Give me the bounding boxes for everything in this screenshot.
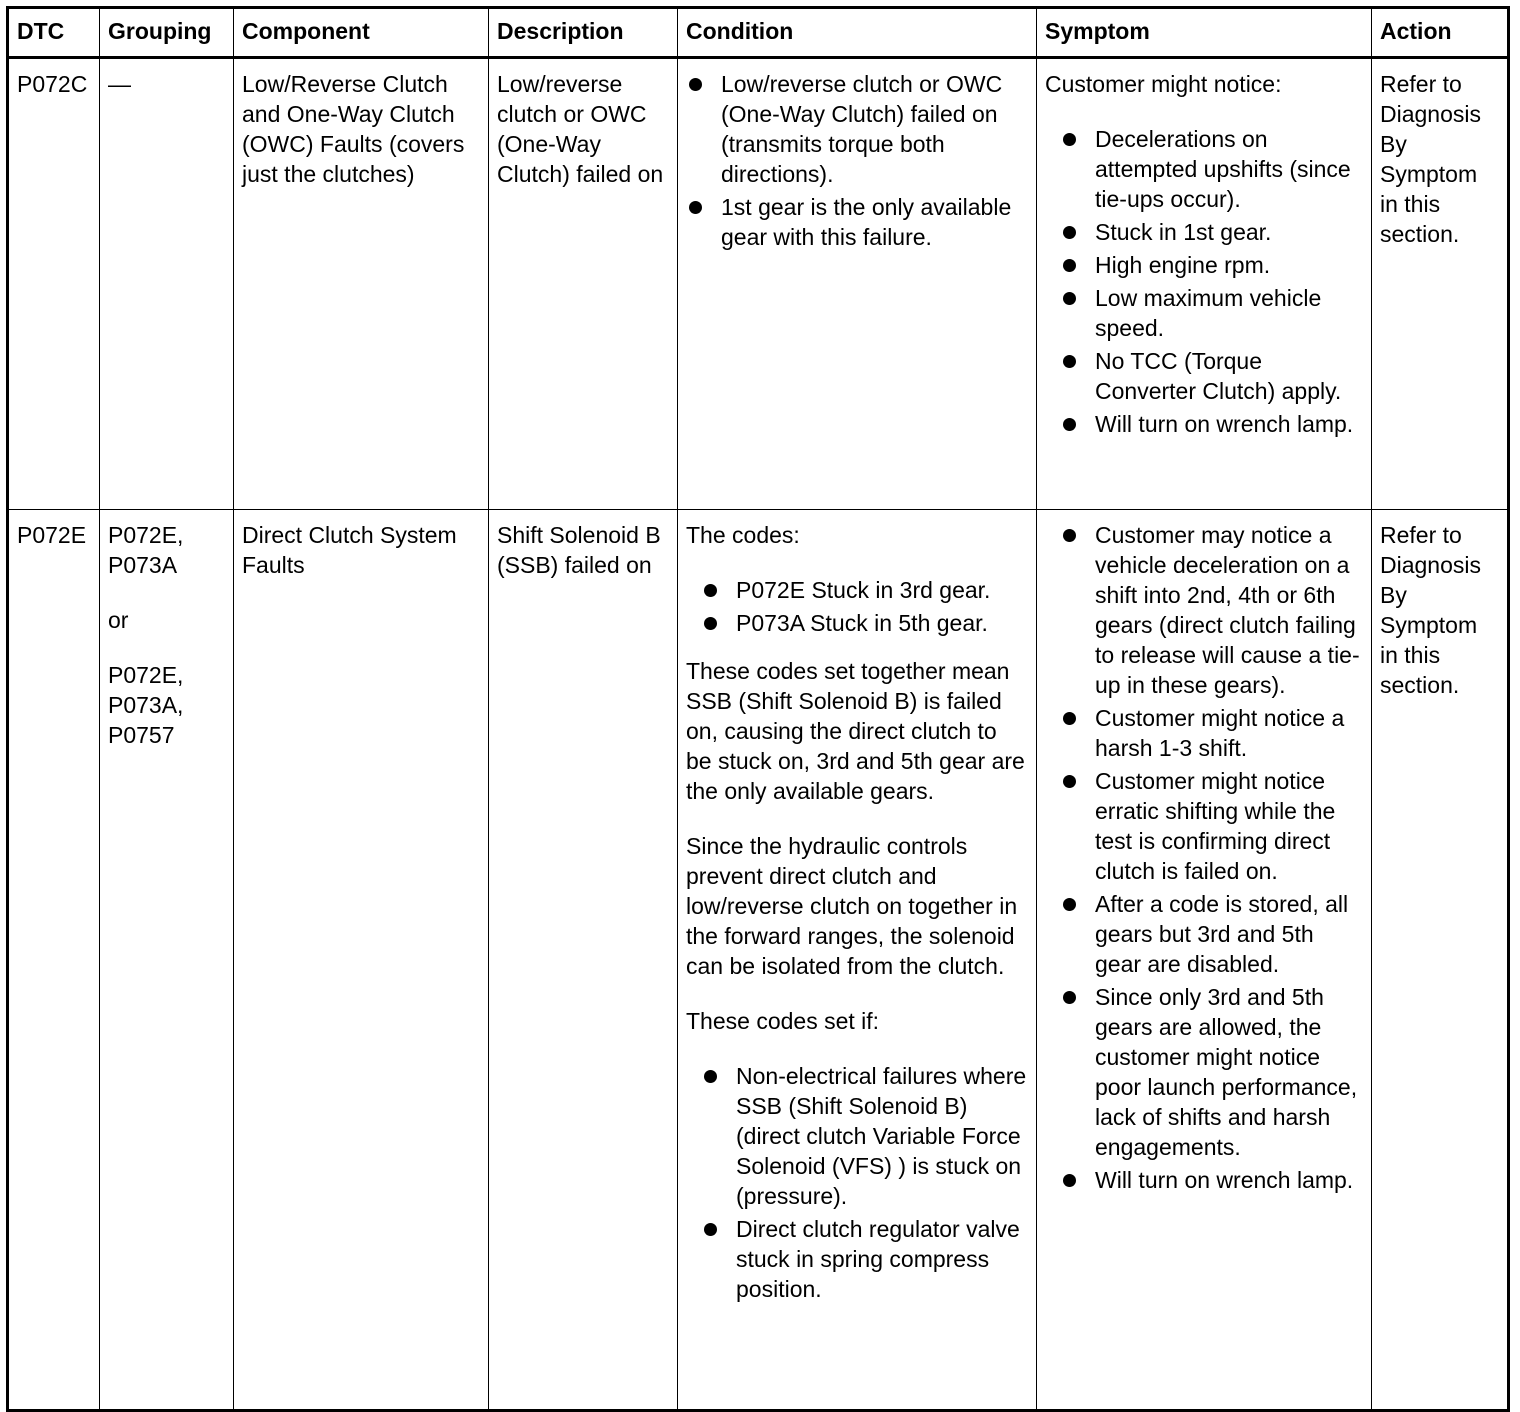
list-item: No TCC (Torque Converter Clutch) apply. (1060, 346, 1363, 406)
cell-condition (678, 510, 1037, 1411)
symptom-list (1060, 124, 1363, 439)
dtc-table (6, 6, 1510, 1412)
list-item: Customer might notice a harsh 1-3 shift. (1060, 703, 1363, 763)
cell-condition (678, 58, 1037, 510)
cell-component: Low/Reverse Clutch and One-Way Clutch (OWC) Faults (covers just the clutches) (234, 58, 489, 510)
condition-list (701, 1061, 1028, 1304)
list-item: P072E Stuck in 3rd gear. (701, 575, 1028, 605)
symptom-list (1060, 520, 1363, 1195)
header-action: Action (1372, 8, 1509, 58)
condition-codes-list (701, 575, 1028, 638)
grouping-text: — (108, 71, 131, 97)
header-row (8, 8, 1509, 58)
table-row (8, 58, 1509, 510)
cell-component: Direct Clutch System Faults (234, 510, 489, 1411)
header-symptom: Symptom (1037, 8, 1372, 58)
list-item: Since only 3rd and 5th gears are allowed, the customer might notice poor launch performance, lack of shifts and harsh engagements. (1060, 982, 1363, 1162)
header-grouping: Grouping (100, 8, 234, 58)
cell-symptom (1037, 58, 1372, 510)
condition-intro: The codes: (686, 522, 800, 548)
list-item: Customer might notice erratic shifting while the test is confirming direct clutch is failed on. (1060, 766, 1363, 886)
cell-grouping (100, 58, 234, 510)
condition-list (686, 69, 1028, 252)
cell-grouping (100, 510, 234, 1411)
header-description: Description (489, 8, 678, 58)
list-item: Decelerations on attempted upshifts (since tie-ups occur). (1060, 124, 1363, 214)
cell-description: Shift Solenoid B (SSB) failed on (489, 510, 678, 1411)
header-component: Component (234, 8, 489, 58)
list-item: Customer may notice a vehicle deceleration on a shift into 2nd, 4th or 6th gears (direct clutch failing to release will cause a tie-up in these gears). (1060, 520, 1363, 700)
table-row (8, 510, 1509, 1411)
list-item: Stuck in 1st gear. (1060, 217, 1363, 247)
list-item: P073A Stuck in 5th gear. (701, 608, 1028, 638)
list-item: Non-electrical failures where SSB (Shift Solenoid B) (direct clutch Variable Force Solenoid (VFS) ) is stuck on (pressure). (701, 1061, 1028, 1211)
grouping-codes: P072E, P073A (108, 522, 184, 578)
cell-symptom (1037, 510, 1372, 1411)
grouping-codes: P072E, P073A, P0757 (108, 662, 184, 748)
list-item: Will turn on wrench lamp. (1060, 1165, 1363, 1195)
grouping-or: or (108, 607, 129, 633)
cell-dtc: P072C (8, 58, 100, 510)
list-item: Will turn on wrench lamp. (1060, 409, 1363, 439)
list-item: Low maximum vehicle speed. (1060, 283, 1363, 343)
dtc-table-container (6, 6, 1510, 1412)
list-item: Low/reverse clutch or OWC (One-Way Clutch) failed on (transmits torque both directions). (686, 69, 1028, 189)
header-dtc: DTC (8, 8, 100, 58)
condition-paragraph: These codes set if: (686, 1008, 880, 1034)
cell-action: Refer to Diagnosis By Symptom in this section. (1372, 58, 1509, 510)
list-item: High engine rpm. (1060, 250, 1363, 280)
condition-paragraph: These codes set together mean SSB (Shift Solenoid B) is failed on, causing the direct clutch to be stuck on, 3rd and 5th gear are the only available gears. (686, 658, 1025, 804)
cell-dtc: P072E (8, 510, 100, 1411)
header-condition: Condition (678, 8, 1037, 58)
list-item: Direct clutch regulator valve stuck in spring compress position. (701, 1214, 1028, 1304)
list-item: After a code is stored, all gears but 3rd and 5th gear are disabled. (1060, 889, 1363, 979)
list-item: 1st gear is the only available gear with this failure. (686, 192, 1028, 252)
symptom-intro: Customer might notice: (1045, 71, 1282, 97)
condition-paragraph: Since the hydraulic controls prevent direct clutch and low/reverse clutch on together in the forward ranges, the solenoid can be isolated from the clutch. (686, 833, 1018, 979)
cell-description: Low/reverse clutch or OWC (One-Way Clutch) failed on (489, 58, 678, 510)
cell-action: Refer to Diagnosis By Symptom in this section. (1372, 510, 1509, 1411)
